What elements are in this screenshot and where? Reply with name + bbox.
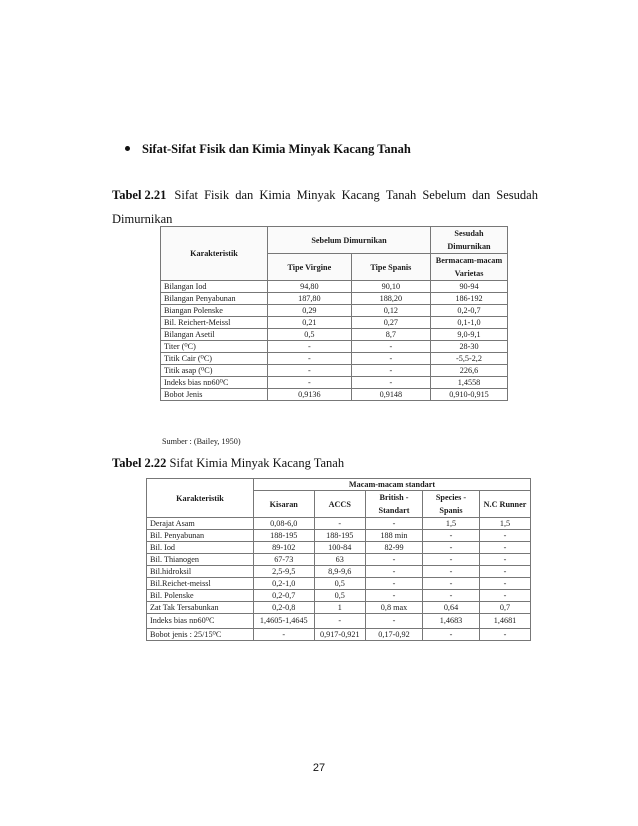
table1-caption-line2: Dimurnikan (112, 212, 173, 226)
t2-row (147, 518, 531, 530)
table1-caption (112, 183, 538, 231)
t1-cell: 0,5 (268, 329, 352, 341)
t2-cell: - (423, 530, 480, 542)
t2-header-kisaran: Kisaran (254, 491, 315, 518)
t1-cell: 187,80 (268, 293, 352, 305)
t1-cell: 8,7 (351, 329, 430, 341)
t1-row (161, 377, 508, 389)
t2-cell: - (423, 542, 480, 554)
t2-cell: - (366, 566, 423, 578)
t1-cell: 0,21 (268, 317, 352, 329)
t2-cell: - (423, 578, 480, 590)
t2-header-karakteristik: Karakteristik (147, 479, 254, 518)
t2-cell: 67-73 (254, 554, 315, 566)
t2-cell: - (314, 518, 365, 530)
t1-cell: - (268, 365, 352, 377)
table2-caption (112, 456, 344, 471)
t2-row (147, 578, 531, 590)
t1-row-label: Bilangan Asetil (161, 329, 268, 341)
t2-cell: 0,5 (314, 590, 365, 602)
t2-cell: 0,8 max (366, 602, 423, 614)
caption-word: Sebelum (422, 188, 467, 202)
t2-cell: 1 (314, 602, 365, 614)
t1-row-label: Bil. Reichert-Meissl (161, 317, 268, 329)
t2-header-british: British - Standart (366, 491, 423, 518)
t1-row-label: Bilangan Penyabunan (161, 293, 268, 305)
t2-cell: - (480, 590, 531, 602)
t2-cell: 1,4681 (480, 614, 531, 629)
t1-cell: - (268, 377, 352, 389)
caption-word: Fisik (204, 188, 230, 202)
t2-cell: - (423, 590, 480, 602)
table1 (160, 226, 508, 401)
t1-header-tipe-spanis: Tipe Spanis (351, 254, 430, 281)
t1-row (161, 281, 508, 293)
t2-header-species: Species - Spanis (423, 491, 480, 518)
t1-cell: - (351, 365, 430, 377)
section-heading (125, 142, 411, 157)
t2-row-label: Bil. Thianogen (147, 554, 254, 566)
t2-cell: - (314, 614, 365, 629)
table2-label: Tabel 2.22 (112, 456, 167, 470)
t2-cell: - (366, 590, 423, 602)
bullet-icon (125, 146, 130, 151)
t2-cell: 8,9-9,6 (314, 566, 365, 578)
t2-cell: 1,5 (480, 518, 531, 530)
t1-row (161, 341, 508, 353)
t2-row (147, 530, 531, 542)
caption-word: dan (235, 188, 254, 202)
t2-cell: 1,5 (423, 518, 480, 530)
t2-cell: 0,08-6,0 (254, 518, 315, 530)
t2-row-label: Indeks bias nᴅ60⁰C (147, 614, 254, 629)
t2-row-label: Bil. Iod (147, 542, 254, 554)
t1-row-label: Indeks bias nᴅ60⁰C (161, 377, 268, 389)
t2-cell: - (366, 554, 423, 566)
t1-row (161, 305, 508, 317)
t2-row (147, 614, 531, 629)
t1-cell: - (351, 353, 430, 365)
t2-cell: 188-195 (314, 530, 365, 542)
t1-cell: 0,29 (268, 305, 352, 317)
t1-row (161, 317, 508, 329)
t2-row (147, 590, 531, 602)
t1-cell: 0,2-0,7 (431, 305, 508, 317)
t2-cell: 188 min (366, 530, 423, 542)
t2-cell: 188-195 (254, 530, 315, 542)
t2-cell: - (366, 578, 423, 590)
t1-header-bermacam: Bermacam-macam Varietas (431, 254, 508, 281)
t2-cell: 0,917-0,921 (314, 629, 365, 641)
t1-header-sebelum: Sebelum Dimurnikan (268, 227, 431, 254)
t2-cell: - (423, 554, 480, 566)
table1-body (161, 281, 508, 401)
t2-cell: - (423, 629, 480, 641)
t1-header-tipe-virgine: Tipe Virgine (268, 254, 352, 281)
t1-cell: 94,80 (268, 281, 352, 293)
t2-row-label: Derajat Asam (147, 518, 254, 530)
t2-row-label: Bobot jenis : 25/15⁰C (147, 629, 254, 641)
t2-cell: - (366, 614, 423, 629)
t2-row (147, 566, 531, 578)
caption-word: Sifat (174, 188, 199, 202)
t1-cell: 226,6 (431, 365, 508, 377)
t2-cell: - (480, 554, 531, 566)
t1-cell: 90-94 (431, 281, 508, 293)
t2-cell: 0,64 (423, 602, 480, 614)
t1-cell: 1,4558 (431, 377, 508, 389)
t2-row (147, 629, 531, 641)
caption-word: Tanah (385, 188, 417, 202)
t2-row-label: Bil. Polenske (147, 590, 254, 602)
t1-row (161, 329, 508, 341)
t1-row (161, 353, 508, 365)
t2-cell: 1,4605-1,4645 (254, 614, 315, 629)
caption-word: Sesudah (496, 188, 538, 202)
t2-row-label: Bil.hidroksil (147, 566, 254, 578)
t2-cell: 100-84 (314, 542, 365, 554)
t1-cell: - (351, 377, 430, 389)
t2-cell: 0,2-0,7 (254, 590, 315, 602)
t2-cell: 63 (314, 554, 365, 566)
t2-row-label: Bil.Reichet-meissl (147, 578, 254, 590)
t2-cell: - (480, 542, 531, 554)
t2-cell: 0,5 (314, 578, 365, 590)
t1-cell: 186-192 (431, 293, 508, 305)
t1-cell: - (351, 341, 430, 353)
t1-row (161, 293, 508, 305)
t2-cell: 0,2-1,0 (254, 578, 315, 590)
t2-header-accs: ACCS (314, 491, 365, 518)
t2-cell: 2,5-9,5 (254, 566, 315, 578)
t2-cell: - (480, 578, 531, 590)
t2-row (147, 542, 531, 554)
t2-header-group: Macam-macam standart (254, 479, 531, 491)
t2-cell: 1,4683 (423, 614, 480, 629)
t1-row-label: Bilangan Iod (161, 281, 268, 293)
table2 (146, 478, 531, 641)
table2-body (147, 518, 531, 641)
table1-label: Tabel 2.21 (112, 188, 167, 202)
t1-header-karakteristik: Karakteristik (161, 227, 268, 281)
t2-row (147, 602, 531, 614)
t1-cell: 28-30 (431, 341, 508, 353)
table2-caption-text: Sifat Kimia Minyak Kacang Tanah (169, 456, 345, 470)
t2-cell: 0,17-0,92 (366, 629, 423, 641)
t2-row-label: Bil. Penyabunan (147, 530, 254, 542)
t1-row (161, 365, 508, 377)
t1-cell: 0,27 (351, 317, 430, 329)
t1-cell: 0,9148 (351, 389, 430, 401)
t2-cell: 0,7 (480, 602, 531, 614)
section-title: Sifat-Sifat Fisik dan Kimia Minyak Kacang Tanah (142, 142, 411, 156)
t1-cell: - (268, 341, 352, 353)
t2-cell: 82-99 (366, 542, 423, 554)
t1-cell: 9,0-9,1 (431, 329, 508, 341)
t1-row-label: Biangan Polenske (161, 305, 268, 317)
t2-cell: - (480, 530, 531, 542)
caption-word: Kimia (259, 188, 291, 202)
t1-row-label: Titer (⁰C) (161, 341, 268, 353)
t1-row (161, 389, 508, 401)
t1-row-label: Titik asap (⁰C) (161, 365, 268, 377)
caption-word: Minyak (296, 188, 336, 202)
t2-cell: 0,2-0,8 (254, 602, 315, 614)
t2-cell: - (366, 518, 423, 530)
caption-word: dan (472, 188, 491, 202)
t1-cell: 90,10 (351, 281, 430, 293)
t1-cell: 0,1-1,0 (431, 317, 508, 329)
t1-cell: 188,20 (351, 293, 430, 305)
page-number: 27 (312, 762, 326, 774)
t2-cell: - (480, 629, 531, 641)
t1-row-label: Titik Cair (⁰C) (161, 353, 268, 365)
t1-cell: 0,910-0,915 (431, 389, 508, 401)
t1-header-sesudah: Sesudah Dimurnikan (431, 227, 508, 254)
t2-row (147, 554, 531, 566)
t2-cell: 89-102 (254, 542, 315, 554)
t1-cell: 0,9136 (268, 389, 352, 401)
t2-row-label: Zat Tak Tersabunkan (147, 602, 254, 614)
t2-cell: - (254, 629, 315, 641)
caption-word: Kacang (341, 188, 380, 202)
t1-cell: -5,5-2,2 (431, 353, 508, 365)
table1-caption-line1 (174, 183, 538, 207)
t1-row-label: Bobot Jenis (161, 389, 268, 401)
t1-cell: 0,12 (351, 305, 430, 317)
t1-cell: - (268, 353, 352, 365)
t2-cell: - (423, 566, 480, 578)
t2-cell: - (480, 566, 531, 578)
t2-header-nc: N.C Runner (480, 491, 531, 518)
table1-source: Sumber : (Bailey, 1950) (162, 437, 241, 446)
